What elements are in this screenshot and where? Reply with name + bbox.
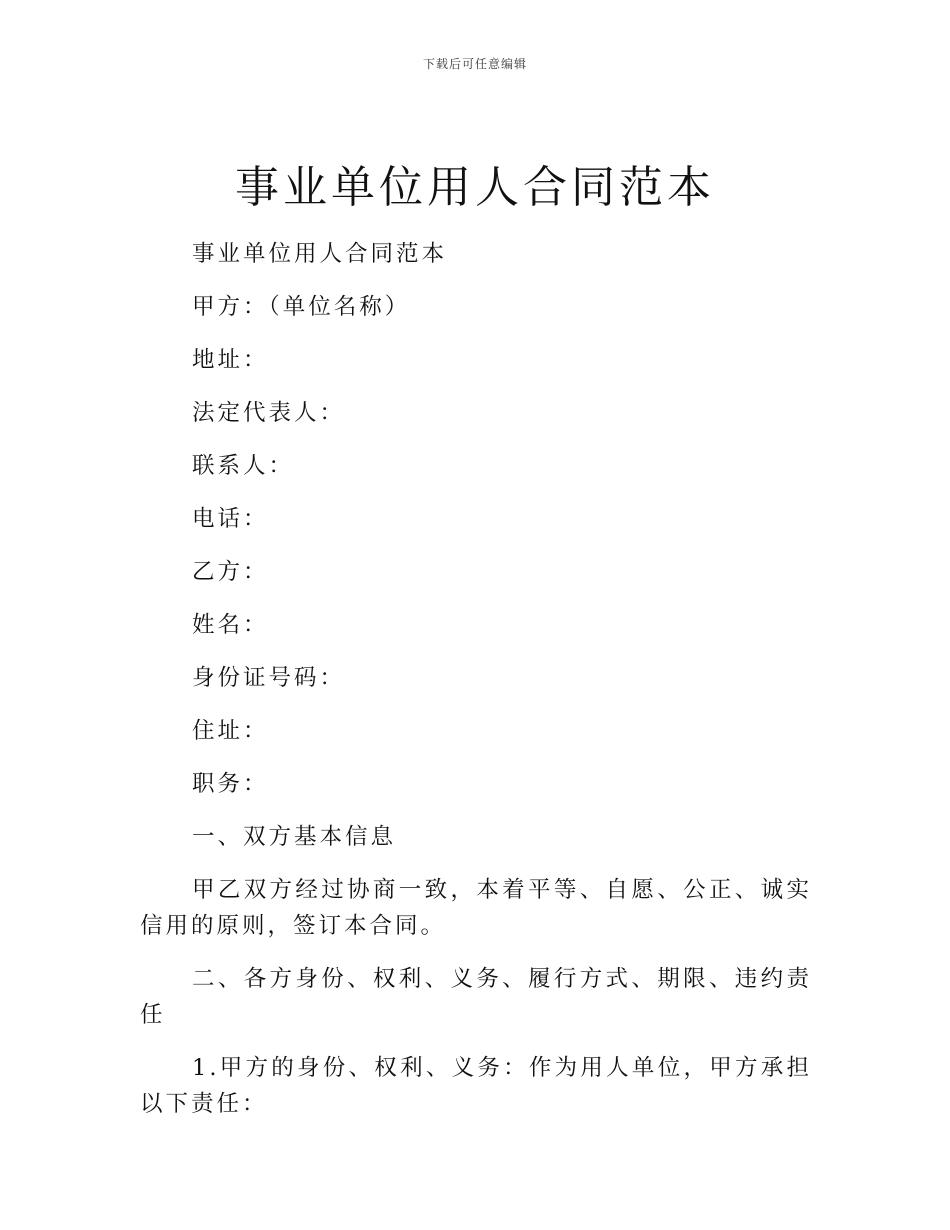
paragraph-name: 姓名： [192, 612, 269, 638]
paragraph-legal-representative: 法定代表人： [192, 400, 346, 426]
paragraph-contact: 联系人： [192, 453, 295, 479]
paragraph-id-number: 身份证号码： [192, 665, 346, 691]
paragraph-address: 地址： [192, 347, 269, 373]
paragraph-party-a-duties: 1.甲方的身份、权利、义务：作为用人单位，甲方承担以下责任： [140, 1055, 812, 1117]
document-body [140, 236, 812, 1139]
section-heading-basic-info: 一、双方基本信息 [192, 824, 397, 850]
page-header: 下载后可任意编辑 [422, 57, 527, 71]
paragraph-subtitle: 事业单位用人合同范本 [192, 241, 448, 267]
section-heading-rights-obligations: 二、各方身份、权利、义务、履行方式、期限、违约责任 [140, 966, 812, 1028]
paragraph-party-a: 甲方：（单位名称） [192, 294, 411, 320]
paragraph-position: 职务： [192, 771, 269, 797]
paragraph-residence: 住址： [192, 718, 269, 744]
paragraph-phone: 电话： [192, 506, 269, 532]
paragraph-party-b: 乙方： [192, 559, 269, 585]
paragraph-agreement-principles: 甲乙双方经过协商一致，本着平等、自愿、公正、诚实信用的原则，签订本合同。 [140, 877, 812, 939]
document-title: 事业单位用人合同范本 [235, 162, 715, 213]
